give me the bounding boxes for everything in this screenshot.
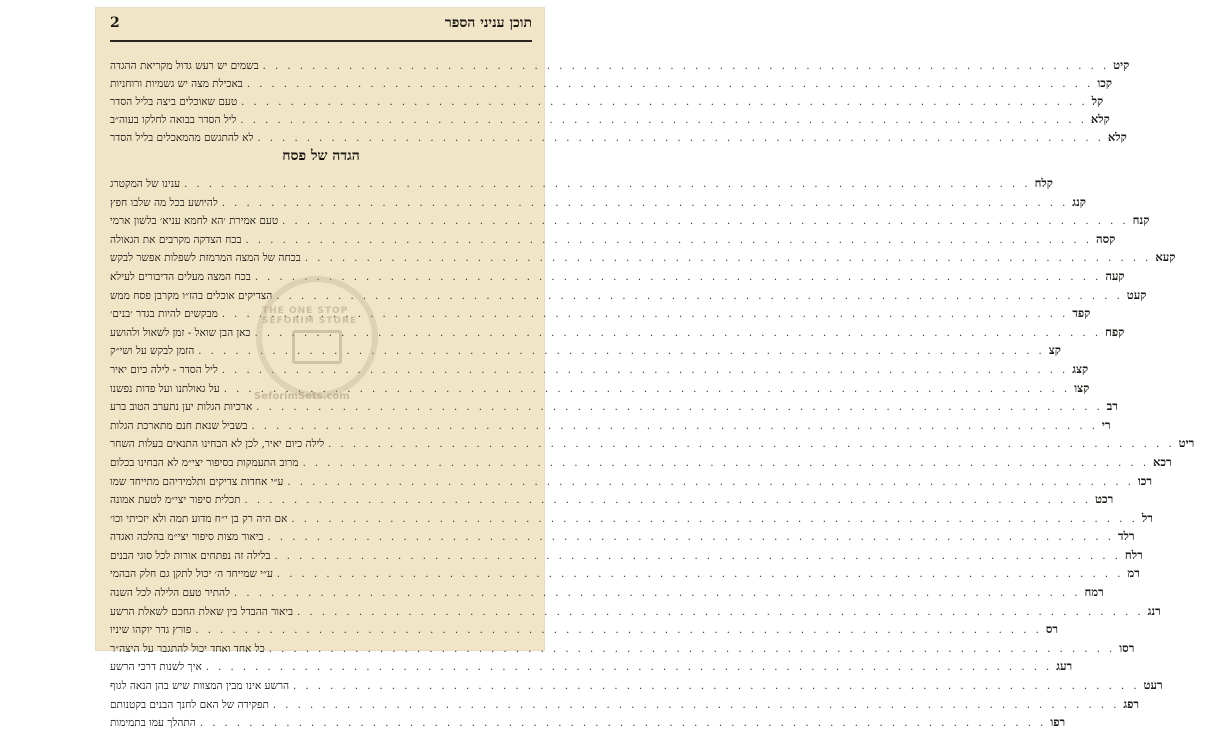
toc-entry (110, 213, 1150, 232)
entry-title: איך לשנות דרכי הרשע (110, 661, 202, 674)
leader-dots (303, 458, 1149, 469)
toc-entry (110, 231, 1116, 251)
toc-entry (110, 585, 1104, 604)
entry-title: בלילה זה נפתחים אורות לכל סוגי הבנים (110, 549, 271, 562)
entry-page: רס (1045, 622, 1059, 637)
entry-page: קסה (1096, 231, 1116, 246)
entry-page: רי (1101, 417, 1111, 432)
entry-page: רעט (1143, 678, 1163, 693)
page-number: 2 (110, 15, 120, 31)
entry-title: מבקשים להיות בגדר ׳בנים׳ (110, 308, 218, 321)
entry-title: הזמן לבקש על ושי״ק (110, 345, 195, 358)
leader-dots (276, 291, 1122, 302)
leader-dots (263, 61, 1109, 72)
entry-title: מרוב התעמקות בסיפור יצי״מ לא הבחינו בכלום (110, 456, 299, 469)
entry-page: קנג (1072, 194, 1086, 209)
entry-title: לא להתגשם מהמאכלים בליל הסדר (110, 132, 254, 144)
entry-title: בכחה של המצה המרמזת לשפלות אפשר לבקש (110, 252, 301, 265)
page-header (110, 8, 532, 42)
leader-dots (184, 179, 1030, 190)
toc-entry (110, 130, 1127, 148)
entry-title: פורץ גדר יוקהו שיניו (110, 624, 192, 637)
entry-page: רפו (1050, 715, 1066, 730)
entry-page: רל (1141, 510, 1153, 525)
leader-dots (287, 477, 1133, 488)
entry-page: רלח (1124, 547, 1143, 562)
toc-entry (110, 112, 1110, 130)
leader-dots (234, 588, 1080, 599)
leader-dots (267, 532, 1113, 543)
toc-entry (110, 529, 1135, 548)
entry-title: ענינו של המקטרג (110, 178, 181, 190)
book-icon (292, 330, 342, 364)
entry-page: רפג (1123, 696, 1140, 711)
toc-entry (110, 659, 1073, 678)
leader-dots (255, 328, 1101, 339)
toc-entry (110, 547, 1143, 567)
entry-title: ארכיות הגלות יען נתערב הטוב ברע (110, 401, 253, 414)
entry-title: כאן הבן שואל - זמן לשאול ולהושע (110, 326, 251, 339)
book-page (96, 8, 1195, 730)
toc-entry (110, 194, 1086, 214)
leader-dots (246, 235, 1092, 246)
watermark-url: SeforimSets.com (254, 391, 350, 402)
entry-page: רכא (1153, 454, 1172, 469)
toc-entry (110, 454, 1172, 474)
toc-entry (110, 250, 1176, 269)
entry-page: רב (1106, 399, 1118, 414)
entry-page: קצג (1072, 361, 1089, 376)
entry-title: באכילת מצה יש גשמיות ורוחניות (110, 78, 243, 90)
leader-dots (282, 216, 1128, 227)
toc-entry (110, 678, 1163, 697)
leader-dots (273, 700, 1119, 711)
leader-dots (247, 79, 1093, 90)
leader-dots (293, 681, 1139, 692)
leader-dots (222, 198, 1068, 209)
entry-title: בכח המצה מעלים הדיבורים לעילא (110, 270, 251, 283)
entry-title: אם היה רק בן י״ח מדוע תמה ולא יזכיתי וכו׳ (110, 512, 288, 525)
leader-dots (255, 272, 1101, 283)
entry-title: לילה כיום יאיר, לכן לא הבחינו התנאים בעלות השחר (110, 438, 325, 451)
entry-page: קנח (1132, 213, 1150, 228)
toc-list-continued (110, 58, 1130, 148)
entry-title: ביאור מצות סיפור יצי״מ בהלכה ואגדה (110, 531, 264, 544)
entry-page: רסו (1119, 640, 1135, 655)
section-heading: הגדה של פסח (282, 148, 360, 164)
leader-dots (277, 569, 1123, 580)
entry-title: בשביל שנאת חנם מתארכת הגלות (110, 419, 248, 432)
entry-page: קפח (1105, 324, 1125, 339)
entry-page: רמ (1127, 566, 1140, 581)
toc-entry (110, 58, 1130, 76)
toc-entry (110, 510, 1153, 530)
entry-title: בכח הצדקה מקרבים את הגאולה (110, 233, 242, 246)
toc-entry (110, 76, 1113, 94)
toc-entry (110, 696, 1140, 716)
toc-list-haggadah (110, 176, 1195, 734)
entry-page: רכו (1137, 473, 1153, 488)
toc-entry (110, 473, 1153, 493)
entry-page: קפד (1072, 306, 1091, 321)
entry-title: להיושע בכל מה שלבו חפץ (110, 196, 218, 209)
leader-dots (245, 495, 1091, 506)
entry-title: טעם שאוכלים ביצה בליל הסדר (110, 96, 238, 108)
entry-page: רכט (1095, 492, 1114, 507)
entry-title: תפקידה של האם לחנך הבנים בקטנותם (110, 698, 269, 711)
entry-page: קלח (1034, 176, 1053, 190)
toc-entry (110, 640, 1135, 660)
leader-dots (240, 115, 1086, 126)
leader-dots (297, 607, 1143, 618)
leader-dots (251, 421, 1097, 432)
leader-dots (305, 253, 1151, 264)
entry-title: על גאולתנו ועל פדות נפשנו (110, 382, 220, 395)
entry-page: קצ (1048, 343, 1061, 358)
entry-title: התהלך עמו בתמימות (110, 717, 196, 730)
entry-page: קלא (1107, 130, 1127, 144)
entry-title: טעם אמירת ׳הא לחמא עניא׳ בלשון ארמי (110, 215, 279, 228)
entry-title: ליל הסדר בבואה לחלקו בעוה״ב (110, 114, 237, 126)
entry-title: הצדיקים אוכלים בהז״ו מקרבן פסח ממש (110, 289, 273, 302)
entry-title: ע״י שמייחד ה׳ יכול לתקן גם חלק הבהמי (110, 568, 273, 581)
leader-dots (291, 514, 1137, 525)
entry-page: רעג (1056, 659, 1073, 674)
toc-entry (110, 566, 1140, 585)
entry-title: ע״י אחדות צדיקים ותלמידיהם מתייחד שמו (110, 475, 284, 488)
toc-entry (110, 715, 1066, 734)
toc-entry (110, 417, 1111, 437)
entry-title: ביאור ההבדל בין שאלת החכם לשאלת הרשע (110, 605, 294, 618)
entry-page: רלד (1117, 529, 1135, 544)
entry-title: בשמים יש רעש גדול מקריאת ההגדה (110, 60, 259, 72)
entry-page: קל (1091, 94, 1104, 108)
entry-page: קצו (1074, 380, 1090, 395)
entry-title: הרשע אינו מבין המצוות שיש בהן הנאה לגוף (110, 680, 290, 693)
leader-dots (206, 662, 1052, 673)
entry-page: קעא (1155, 250, 1176, 265)
entry-page: רמח (1084, 585, 1104, 600)
toc-entry (110, 622, 1059, 641)
toc-entry (110, 603, 1161, 623)
running-title: תוכן עניני הספר (444, 15, 532, 31)
seller-watermark-logo (256, 276, 378, 398)
entry-page: קעט (1126, 287, 1147, 302)
leader-dots (328, 439, 1174, 450)
entry-title: כל אחד ואחד יכול להתגבר על היצה״ר (110, 642, 265, 655)
entry-page: קעה (1105, 268, 1125, 283)
toc-entry (110, 94, 1104, 112)
toc-entry (110, 436, 1195, 455)
leader-dots (269, 644, 1115, 655)
leader-dots (195, 625, 1041, 636)
leader-dots (274, 551, 1120, 562)
toc-entry (110, 176, 1053, 195)
entry-title: תכלית סיפור יצי״מ לטעת אמונה (110, 494, 241, 507)
entry-page: קלא (1090, 112, 1110, 126)
leader-dots (257, 133, 1103, 144)
entry-page: קכו (1097, 76, 1113, 90)
leader-dots (200, 718, 1046, 729)
leader-dots (256, 402, 1102, 413)
watermark-ring-text: THE ONE STOP SEFORIM STORE (262, 306, 358, 326)
entry-page: רנג (1147, 603, 1161, 618)
leader-dots (241, 97, 1087, 108)
entry-page: קיט (1113, 58, 1130, 72)
entry-title: ליל הסדר - לילה כיום יאיר (110, 363, 218, 376)
entry-page: ריט (1178, 436, 1195, 451)
toc-entry (110, 492, 1114, 511)
entry-title: להתיר טעם הלילה לכל השנה (110, 587, 230, 600)
